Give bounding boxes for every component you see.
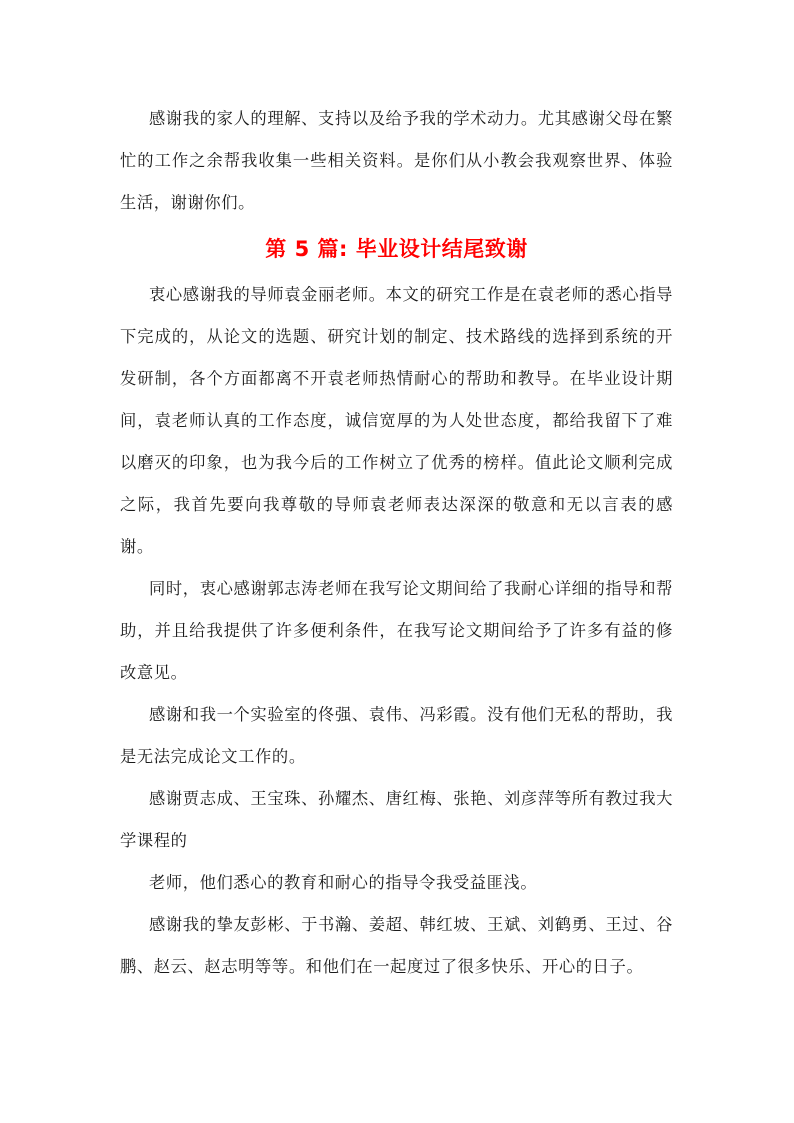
guo-thanks-paragraph: 同时，衷心感谢郭志涛老师在我写论文期间给了我耐心详细的指导和帮助，并且给我提供了许多便利条件，在我写论文期间给予了许多有益的修改意见。 xyxy=(120,579,673,682)
lab-mates-thanks-paragraph: 感谢和我一个实验室的佟强、袁伟、冯彩霞。没有他们无私的帮助，我是无法完成论文工作的。 xyxy=(120,705,673,766)
friends-thanks-paragraph: 感谢我的挚友彭彬、于书瀚、姜超、韩红坡、王斌、刘鹤勇、王过、谷鹏、赵云、赵志明等等。和他们在一起度过了很多快乐、开心的日子。 xyxy=(120,915,673,976)
teachers-thanks-continuation: 老师，他们悉心的教育和耐心的指导令我受益匪浅。 xyxy=(149,873,538,892)
document-page xyxy=(120,98,673,988)
section-title: 第 5 篇: 毕业设计结尾致谢 xyxy=(265,237,528,261)
advisor-thanks-paragraph: 衷心感谢我的导师袁金丽老师。本文的研究工作是在袁老师的悉心指导下完成的，从论文的选题、研究计划的制定、技术路线的选择到系统的开发研制，各个方面都离不开袁老师热情耐心的帮助和教导。在毕业设计期间，袁老师认真的工作态度，诚信宽厚的为人处世态度，都给我留下了难以磨灭的印象，也为我今后的工作树立了优秀的榜样。值此论文顺利完成之际，我首先要向我尊敬的导师袁老师表达深深的敬意和无以言表的感谢。 xyxy=(120,285,673,556)
teachers-thanks-paragraph: 感谢贾志成、王宝珠、孙耀杰、唐红梅、张艳、刘彦萍等所有教过我大学课程的 xyxy=(120,789,673,850)
family-thanks-paragraph: 感谢我的家人的理解、支持以及给予我的学术动力。尤其感谢父母在繁忙的工作之余帮我收集一些相关资料。是你们从小教会我观察世界、体验生活，谢谢你们。 xyxy=(120,109,673,212)
